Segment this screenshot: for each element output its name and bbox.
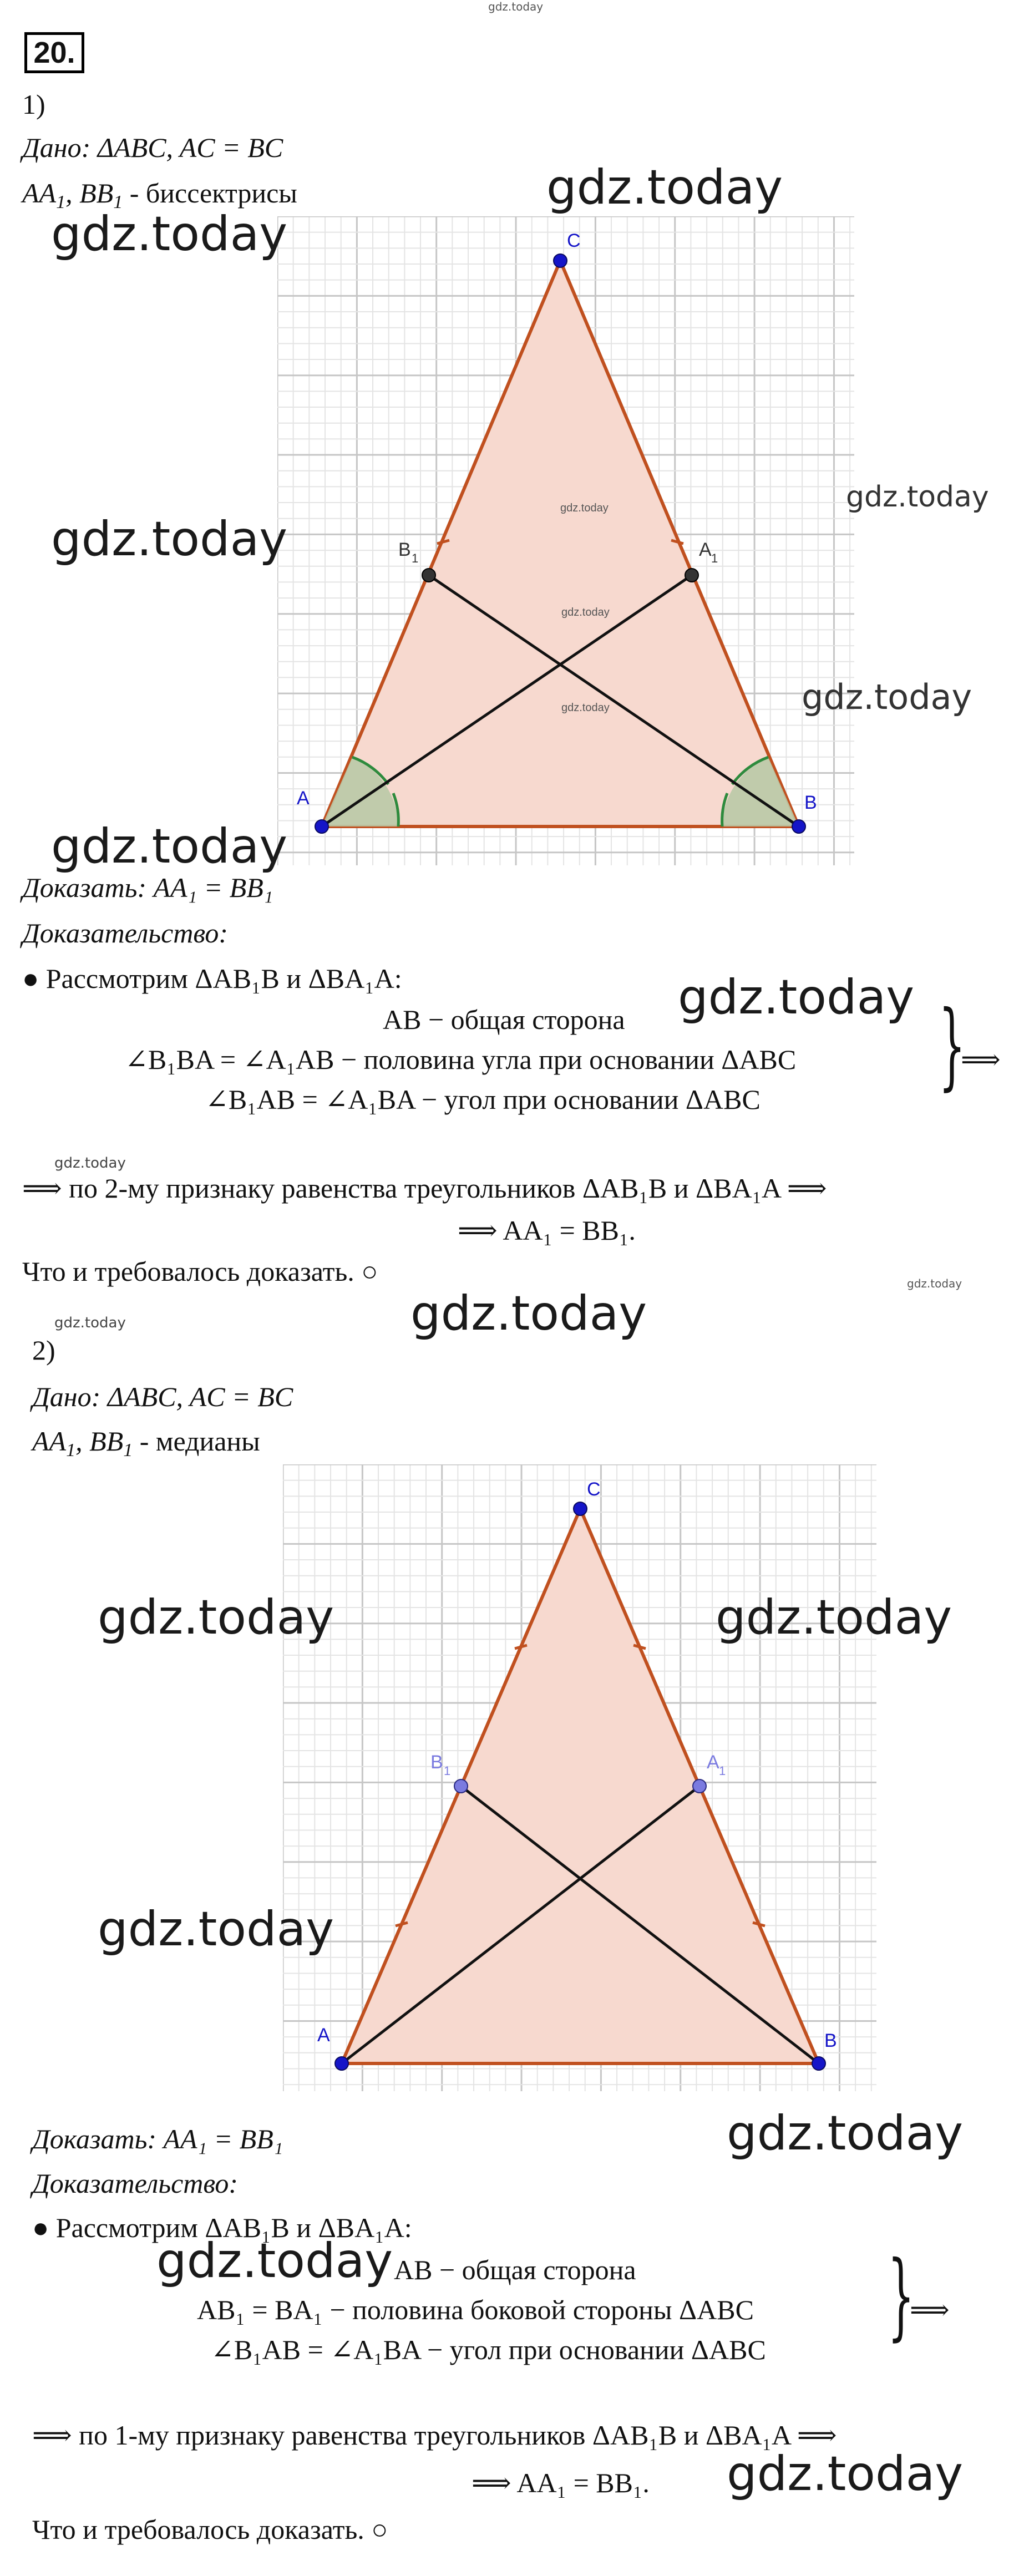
part1-given <box>22 131 283 164</box>
watermark-top: gdz.today <box>488 0 544 13</box>
part2-given-expr: : ΔABC, AC = BC <box>91 1381 293 1412</box>
part2-prove-word: Доказать <box>32 2123 148 2154</box>
part1-given-word: Дано <box>22 132 82 163</box>
figure2-label-b1: B <box>430 1752 443 1773</box>
watermark-3: gdz.today <box>51 511 288 567</box>
part1-implies: ⟹ <box>961 1043 1001 1076</box>
part1-bb: , BB <box>65 178 114 209</box>
part2-given-word: Дано <box>32 1381 92 1412</box>
watermark-13: gdz.today <box>716 1590 952 1645</box>
figure1-wm-2: gdz.today <box>561 606 610 618</box>
part1-proof-heading <box>22 916 228 950</box>
figure1-triangle-bisectors <box>277 216 854 865</box>
part2-proof-colon: : <box>229 2168 239 2199</box>
watermark-11: gdz.today <box>54 1315 126 1331</box>
watermark-9: gdz.today <box>410 1286 647 1341</box>
part1-qed: Что и требовалось доказать. ○ <box>22 1256 378 1287</box>
part2-brace: } <box>888 2241 915 2351</box>
watermark-15: gdz.today <box>727 2106 964 2161</box>
watermark-14: gdz.today <box>98 1901 334 1957</box>
part2-conclusion: ⟹ по 1-му признаку равенства треугольников ΔAB₁B и ΔBA₁A ⟹ <box>32 2420 837 2451</box>
watermark-6: gdz.today <box>51 819 288 874</box>
part2-bb: , BB <box>75 1426 124 1457</box>
part1-aa-sub: 1 <box>56 192 66 212</box>
part1-prove-expr: : AA₁ = BB₁ <box>137 872 273 903</box>
part1-label: 1) <box>22 89 45 120</box>
part1-brace: } <box>939 991 966 1101</box>
figure1-point-c <box>554 254 567 267</box>
part1-prove <box>22 871 273 904</box>
figure2-triangle-medians <box>283 1464 876 2091</box>
figure1-label-c: C <box>567 230 581 251</box>
figure1-point-a <box>315 820 328 833</box>
part2-implies: ⟹ <box>910 2294 950 2326</box>
figure2-label-a1-sub: 1 <box>719 1764 726 1778</box>
part1-line3: ∠B₁AB = ∠A₁BA − угол при основании ΔABC <box>205 1084 761 1115</box>
part2-given <box>32 1380 293 1413</box>
figure1-wm-1: gdz.today <box>560 502 609 514</box>
figure1-label-a1-sub: 1 <box>711 551 718 565</box>
part1-line2: ∠B₁BA = ∠A₁AB − половина угла при основании ΔABC <box>125 1044 797 1075</box>
figure1-label-a: A <box>297 788 310 809</box>
part2-consider: ● Рассмотрим ΔAB₁B и ΔBA₁A: <box>32 2212 412 2243</box>
part1-prove-word: Доказать <box>22 872 138 903</box>
part1-consider: ● Рассмотрим ΔAB₁B и ΔBA₁A: <box>22 963 402 994</box>
figure1-label-b1-sub: 1 <box>412 551 419 565</box>
figure2-point-a1 <box>693 1779 706 1793</box>
part1-result: ⟹ AA₁ = BB₁. <box>458 1215 636 1246</box>
figure2-point-b <box>812 2057 825 2070</box>
part2-bb-sub: 1 <box>123 1440 133 1461</box>
figure2-label-a: A <box>317 2025 330 2046</box>
watermark-7: gdz.today <box>678 970 915 1025</box>
figure1-wm-3: gdz.today <box>561 702 610 714</box>
part2-prove-expr: : AA₁ = BB₁ <box>147 2123 283 2154</box>
figure1-label-b: B <box>804 792 817 813</box>
watermark-5: gdz.today <box>802 677 972 717</box>
part2-aa-sub: 1 <box>66 1440 76 1461</box>
figure2-label-b: B <box>824 2030 837 2051</box>
figure1-point-a1 <box>685 569 698 582</box>
watermark-4: gdz.today <box>846 480 989 514</box>
part2-medians-text: - медианы <box>133 1426 260 1457</box>
part2-result: ⟹ AA₁ = BB₁. <box>472 2467 650 2498</box>
figure1-label-b1: B <box>398 539 411 560</box>
figure2-point-a <box>335 2057 348 2070</box>
part1-line1: AB − общая сторона <box>383 1004 625 1035</box>
part1-bb-sub: 1 <box>113 192 123 212</box>
watermark-1: gdz.today <box>546 160 783 215</box>
part1-bisectors-text: - биссектрисы <box>123 178 297 209</box>
watermark-8: gdz.today <box>54 1155 126 1172</box>
part2-line1: AB − общая сторона <box>394 2254 636 2285</box>
watermark-12: gdz.today <box>98 1590 334 1645</box>
figure1-point-b1 <box>422 569 435 582</box>
figure2-label-c: C <box>587 1479 601 1500</box>
part2-qed: Что и требовалось доказать. ○ <box>32 2514 388 2545</box>
part1-given-expr: : ΔABC, AC = BC <box>81 132 283 163</box>
part1-proof-colon: : <box>219 917 229 949</box>
figure1-point-b <box>792 820 805 833</box>
part2-line3: ∠B₁AB = ∠A₁BA − угол при основании ΔABC <box>211 2334 766 2365</box>
part1-aa: AA <box>22 178 57 209</box>
figure2-point-b1 <box>454 1779 468 1793</box>
watermark-2: gdz.today <box>51 206 288 262</box>
problem-number: 20. <box>24 32 84 73</box>
part1-proof-word: Доказательство <box>22 917 219 949</box>
part2-proof-heading <box>32 2167 238 2200</box>
part2-prove <box>32 2122 283 2156</box>
figure2-point-c <box>574 1502 587 1515</box>
figure2-label-a1: A <box>707 1752 719 1773</box>
part2-aa: AA <box>32 1426 67 1457</box>
figure2-label-b1-sub: 1 <box>444 1764 451 1778</box>
watermark-10: gdz.today <box>907 1277 962 1290</box>
part2-given-line2 <box>32 1424 260 1462</box>
figure1-triangle <box>322 261 799 826</box>
part2-proof-word: Доказательство <box>32 2168 229 2199</box>
part2-line2: AB₁ = BA₁ − половина боковой стороны ΔABC <box>197 2294 754 2325</box>
part1-conclusion: ⟹ по 2-му признаку равенства треугольников ΔAB₁B и ΔBA₁A ⟹ <box>22 1173 827 1204</box>
figure1-label-a1: A <box>699 539 712 560</box>
watermark-16: gdz.today <box>156 2233 393 2289</box>
watermark-17: gdz.today <box>727 2446 964 2502</box>
part2-label: 2) <box>32 1335 55 1366</box>
